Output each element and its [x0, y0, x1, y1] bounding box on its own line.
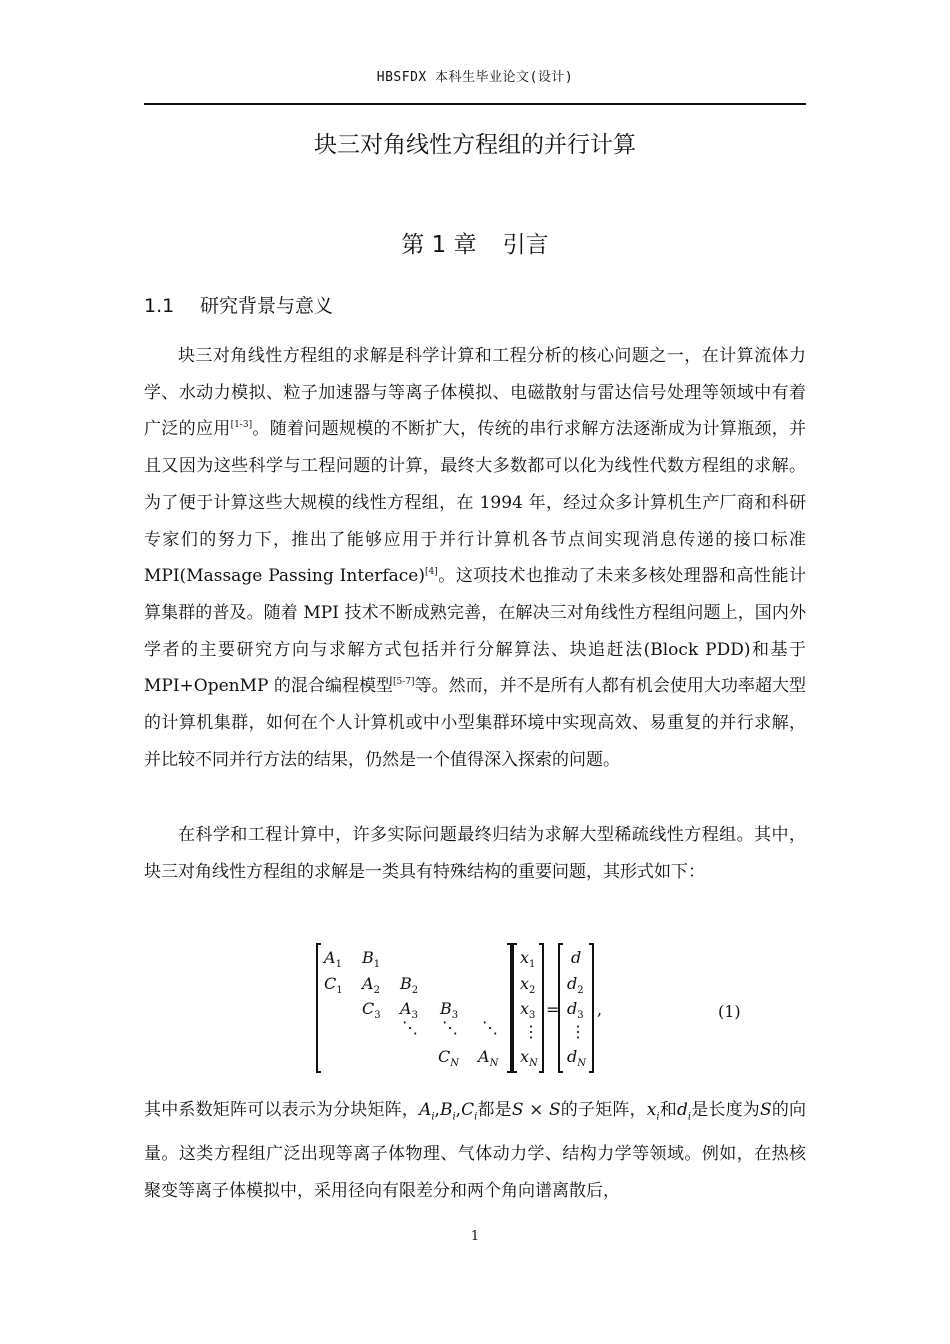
vertical-dots: ⋮	[523, 1022, 539, 1041]
matrix-entry-an: $A_N$	[478, 1047, 499, 1069]
citation-5-7[interactable]: [5-7]	[393, 677, 415, 688]
vector-d: d	[571, 948, 582, 967]
equation-number: (1)	[718, 1002, 741, 1021]
matrix-entry-b2: $B_2$	[400, 974, 419, 996]
para1-text-c: 。这项技术也推动了未来多核处理器和高性能计算集群的普及。随着 MPI 技术不断成熟完善，在解决三对角线性方程组问题上，国内外学者的主要研究方向与求解方式包括并行分解算法、块追赶法(Block PDD)和基于 MPI+OpenMP 的混合编程模型	[144, 566, 807, 697]
matrix-entry-cn: $C_N$	[438, 1047, 459, 1069]
diagonal-dots: ⋱	[442, 1018, 458, 1037]
equals-sign: =	[546, 1000, 560, 1019]
matrix-entry-b1: $B_1$	[362, 948, 381, 970]
vector-d2: $d_2$	[567, 974, 584, 996]
equation-comma: ,	[597, 1000, 603, 1019]
running-header: HBSFDX 本科生毕业论文(设计)	[376, 70, 574, 85]
matrix-entry-c3: $C_3$	[362, 999, 381, 1021]
para3-text-c: 的子矩阵，	[560, 1100, 647, 1120]
document-title: 块三对角线性方程组的并行计算	[314, 132, 636, 158]
diagonal-dots: ⋱	[402, 1018, 418, 1037]
matrix-entry-c1: $C_1$	[324, 974, 343, 996]
matrix-entry-b3: $B_3$	[440, 999, 459, 1021]
para3-text-b: 都是	[477, 1100, 512, 1120]
paragraph-1	[144, 338, 806, 778]
chapter-number: 第 1 章	[401, 232, 477, 258]
vector-x1: $x_1$	[520, 948, 536, 970]
math-vars-ai-bi-ci: $A_i,B_i,C_i$	[419, 1100, 478, 1123]
para2-text: 在科学和工程计算中，许多实际问题最终归结为求解大型稀疏线性方程组。其中，块三对角线性方程组的求解是一类具有特殊结构的重要问题，其形式如下：	[144, 825, 806, 882]
header-rule	[144, 103, 806, 105]
para3-text-f: 的向量。这类方程组广泛出现等离子体物理、气体动力学、结构力学等领域。例如，在热核聚变等离子体模拟中，采用径向有限差分和两个角向谱离散后，	[144, 1100, 807, 1201]
paragraph-2	[144, 817, 806, 890]
paragraph-3	[144, 1092, 806, 1210]
para1-text-b: 。随着问题规模的不断扩大，传统的串行求解方法逐渐成为计算瓶颈，并且又因为这些科学与工程问题的计算，最终大多数都可以化为线性代数方程组的求解。为了便于计算这些大规模的线性方程组，在 1994 年，经过众多计算机生产厂商和科研专家们的努力下，推出了能够应用于并行计算机各节点间实现消息传递的接口标准 MPI(Massage Passing Interface)	[144, 419, 807, 587]
matrix-entry-a3: $A_3$	[400, 999, 418, 1021]
page-number: 1	[470, 1229, 480, 1244]
para3-text-d: 和	[659, 1100, 677, 1120]
para3-text-e: 是长度为	[691, 1100, 760, 1120]
math-s-times-s: S × S	[511, 1100, 561, 1120]
equation-block	[310, 938, 770, 1080]
para1-text-d: 等。然而，并不是所有人都有机会使用大功率超大型的计算机集群，如何在个人计算机或中小型集群环境中实现高效、易重复的并行求解，并比较不同并行方法的结果，仍然是一个值得深入探索的问题。	[144, 676, 807, 770]
section-title: 研究背景与意义	[200, 295, 334, 317]
para1-text-a: 块三对角线性方程组的求解是科学计算和工程分析的核心问题之一，在计算流体力学、水动力模拟、粒子加速器与等离子体模拟、电磁散射与雷达信号处理等领域中有着广泛的应用	[144, 346, 806, 440]
math-xi: $x_i$	[646, 1100, 660, 1123]
citation-1-3[interactable]: [1-3]	[230, 420, 253, 431]
vector-dn: $d_N$	[567, 1047, 586, 1069]
vector-x2: $x_2$	[520, 974, 536, 996]
section-number: 1.1	[144, 295, 175, 317]
vector-x3: $x_3$	[520, 999, 536, 1021]
chapter-heading	[0, 226, 950, 259]
citation-4[interactable]: [4]	[425, 567, 438, 578]
math-s: S	[760, 1100, 772, 1120]
matrix-entry-a2: $A_2$	[362, 974, 380, 996]
diagonal-dots: ⋱	[482, 1018, 498, 1037]
section-heading	[144, 291, 333, 318]
vector-xn: $x_N$	[520, 1047, 538, 1069]
matrix-entry-a1: $A_1$	[324, 948, 342, 970]
math-di: $d_i$	[676, 1100, 692, 1123]
para3-text-a: 其中系数矩阵可以表示为分块矩阵，	[144, 1100, 420, 1120]
vertical-dots: ⋮	[570, 1022, 586, 1041]
chapter-title: 引言	[502, 232, 549, 258]
vector-d3: $d_3$	[567, 999, 584, 1021]
